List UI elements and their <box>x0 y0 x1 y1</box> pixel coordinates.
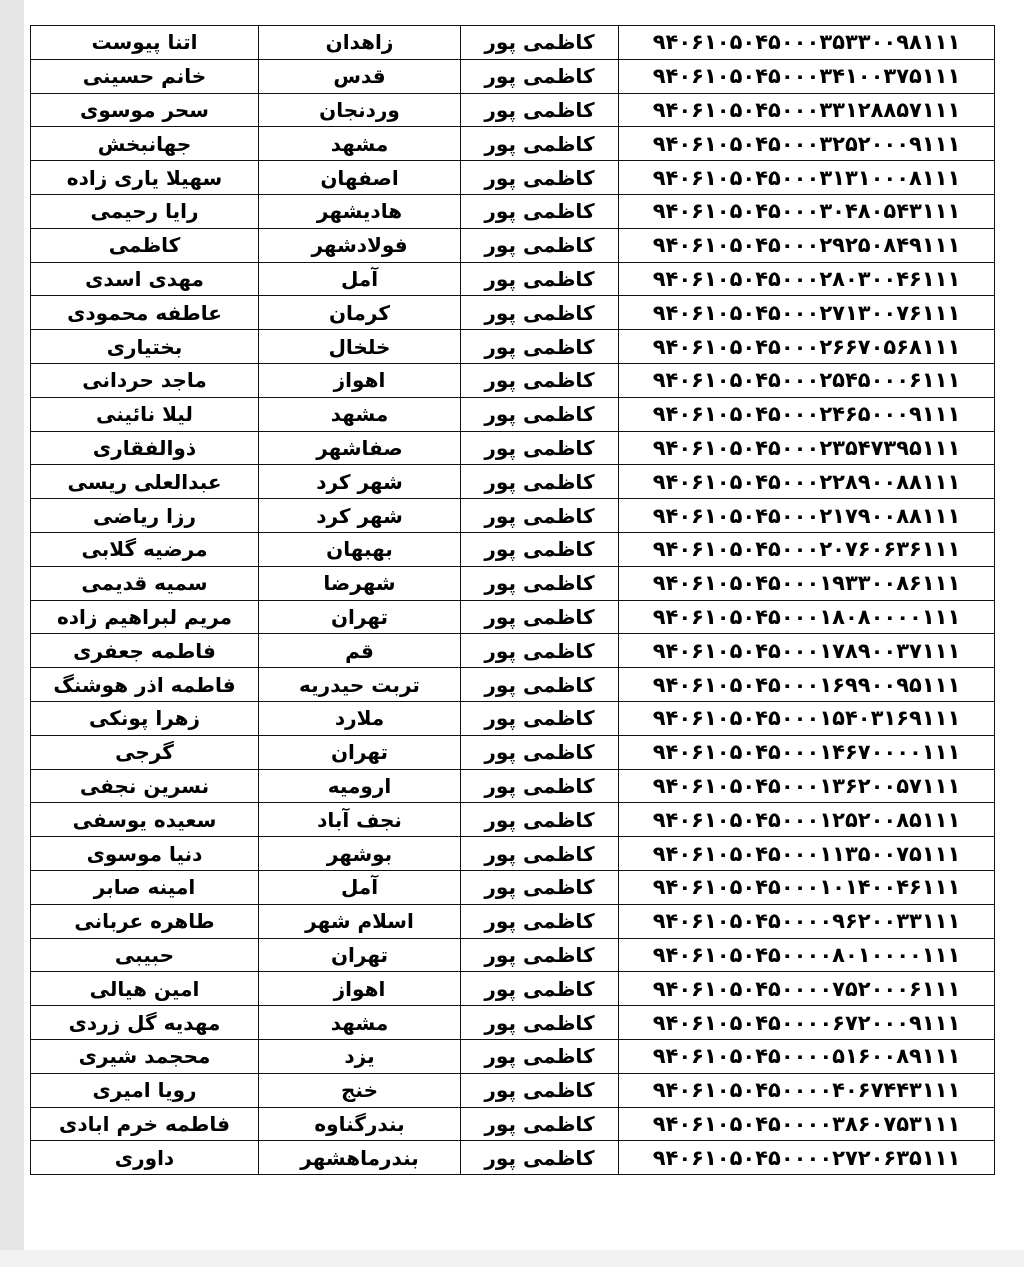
tracking-number-cell: ۹۴۰۶۱۰۵۰۴۵۰۰۰۲۰۷۶۰۶۳۶۱۱۱ <box>619 532 995 566</box>
tracking-number-cell: ۹۴۰۶۱۰۵۰۴۵۰۰۰۳۴۱۰۰۳۷۵۱۱۱ <box>619 59 995 93</box>
table-row <box>31 600 995 634</box>
person-name-cell: لیلا نائینی <box>31 397 259 431</box>
person-name-cell: رویا امیری <box>31 1073 259 1107</box>
person-name-cell: زهرا پونکی <box>31 701 259 735</box>
person-name-cell: مریم لبراهیم زاده <box>31 600 259 634</box>
city-cell: شهر کرد <box>259 499 461 533</box>
family-name-cell: کاظمی پور <box>461 532 619 566</box>
table-row <box>31 465 995 499</box>
table-row <box>31 26 995 60</box>
tracking-number-cell: ۹۴۰۶۱۰۵۰۴۵۰۰۰۳۲۵۲۰۰۰۹۱۱۱ <box>619 127 995 161</box>
tracking-number-cell: ۹۴۰۶۱۰۵۰۴۵۰۰۰۱۰۱۴۰۰۴۶۱۱۱ <box>619 870 995 904</box>
person-name-cell: عاطفه محمودی <box>31 296 259 330</box>
family-name-cell: کاظمی پور <box>461 397 619 431</box>
table-row <box>31 1107 995 1141</box>
table-row <box>31 262 995 296</box>
table-row <box>31 1006 995 1040</box>
table-row <box>31 532 995 566</box>
person-name-cell: ماجد حردانی <box>31 363 259 397</box>
table-row <box>31 397 995 431</box>
table-row <box>31 499 995 533</box>
person-name-cell: امین هیالی <box>31 972 259 1006</box>
person-name-cell: سهیلا یاری زاده <box>31 161 259 195</box>
family-name-cell: کاظمی پور <box>461 837 619 871</box>
city-cell: ملارد <box>259 701 461 735</box>
family-name-cell: کاظمی پور <box>461 634 619 668</box>
tracking-number-cell: ۹۴۰۶۱۰۵۰۴۵۰۰۰۰۲۷۲۰۶۳۵۱۱۱ <box>619 1141 995 1175</box>
table-row <box>31 59 995 93</box>
tracking-number-cell: ۹۴۰۶۱۰۵۰۴۵۰۰۰۲۷۱۳۰۰۷۶۱۱۱ <box>619 296 995 330</box>
table-row <box>31 194 995 228</box>
tracking-number-cell: ۹۴۰۶۱۰۵۰۴۵۰۰۰۲۹۲۵۰۸۴۹۱۱۱ <box>619 228 995 262</box>
tracking-number-cell: ۹۴۰۶۱۰۵۰۴۵۰۰۰۲۳۵۴۷۳۹۵۱۱۱ <box>619 431 995 465</box>
city-cell: هادیشهر <box>259 194 461 228</box>
family-name-cell: کاظمی پور <box>461 938 619 972</box>
table-row <box>31 1039 995 1073</box>
table-row <box>31 837 995 871</box>
family-name-cell: کاظمی پور <box>461 363 619 397</box>
city-cell: شهر کرد <box>259 465 461 499</box>
tracking-number-cell: ۹۴۰۶۱۰۵۰۴۵۰۰۰۱۲۵۲۰۰۸۵۱۱۱ <box>619 803 995 837</box>
table-row <box>31 566 995 600</box>
city-cell: شهرضا <box>259 566 461 600</box>
table-row <box>31 1141 995 1175</box>
table-row <box>31 127 995 161</box>
viewer-bottom-margin <box>0 1250 1024 1267</box>
table-row <box>31 904 995 938</box>
tracking-number-cell: ۹۴۰۶۱۰۵۰۴۵۰۰۰۱۳۶۲۰۰۵۷۱۱۱ <box>619 769 995 803</box>
family-name-cell: کاظمی پور <box>461 499 619 533</box>
table-row <box>31 93 995 127</box>
family-name-cell: کاظمی پور <box>461 1073 619 1107</box>
family-name-cell: کاظمی پور <box>461 668 619 702</box>
city-cell: مشهد <box>259 1006 461 1040</box>
table-row <box>31 803 995 837</box>
city-cell: فولادشهر <box>259 228 461 262</box>
city-cell: اهواز <box>259 972 461 1006</box>
tracking-number-cell: ۹۴۰۶۱۰۵۰۴۵۰۰۰۱۵۴۰۳۱۶۹۱۱۱ <box>619 701 995 735</box>
family-name-cell: کاظمی پور <box>461 972 619 1006</box>
person-name-cell: بختیاری <box>31 330 259 364</box>
person-name-cell: رایا رحیمی <box>31 194 259 228</box>
person-name-cell: نسرین نجفی <box>31 769 259 803</box>
city-cell: آمل <box>259 870 461 904</box>
person-name-cell: مهدیه گل زردی <box>31 1006 259 1040</box>
person-name-cell: سحر موسوی <box>31 93 259 127</box>
tracking-number-cell: ۹۴۰۶۱۰۵۰۴۵۰۰۰۰۹۶۲۰۰۳۳۱۱۱ <box>619 904 995 938</box>
family-name-cell: کاظمی پور <box>461 26 619 60</box>
viewer-margin <box>0 0 24 1250</box>
tracking-number-cell: ۹۴۰۶۱۰۵۰۴۵۰۰۰۲۴۶۵۰۰۰۹۱۱۱ <box>619 397 995 431</box>
tracking-number-cell: ۹۴۰۶۱۰۵۰۴۵۰۰۰۱۹۳۳۰۰۸۶۱۱۱ <box>619 566 995 600</box>
family-name-cell: کاظمی پور <box>461 735 619 769</box>
person-name-cell: اتنا پیوست <box>31 26 259 60</box>
tracking-number-cell: ۹۴۰۶۱۰۵۰۴۵۰۰۰۱۶۹۹۰۰۹۵۱۱۱ <box>619 668 995 702</box>
tracking-number-cell: ۹۴۰۶۱۰۵۰۴۵۰۰۰۰۸۰۱۰۰۰۰۱۱۱ <box>619 938 995 972</box>
city-cell: مشهد <box>259 127 461 161</box>
city-cell: ارومیه <box>259 769 461 803</box>
tracking-number-cell: ۹۴۰۶۱۰۵۰۴۵۰۰۰۱۷۸۹۰۰۳۷۱۱۱ <box>619 634 995 668</box>
person-name-cell: کاظمی <box>31 228 259 262</box>
person-name-cell: ذوالفقاری <box>31 431 259 465</box>
family-name-cell: کاظمی پور <box>461 1107 619 1141</box>
person-name-cell: فاطمه خرم ابادی <box>31 1107 259 1141</box>
city-cell: یزد <box>259 1039 461 1073</box>
tracking-number-cell: ۹۴۰۶۱۰۵۰۴۵۰۰۰۳۱۳۱۰۰۰۸۱۱۱ <box>619 161 995 195</box>
table-row <box>31 161 995 195</box>
table-row <box>31 330 995 364</box>
family-name-cell: کاظمی پور <box>461 1039 619 1073</box>
person-name-cell: مرضیه گلابی <box>31 532 259 566</box>
family-name-cell: کاظمی پور <box>461 330 619 364</box>
family-name-cell: کاظمی پور <box>461 870 619 904</box>
tracking-number-cell: ۹۴۰۶۱۰۵۰۴۵۰۰۰۳۵۳۳۰۰۹۸۱۱۱ <box>619 26 995 60</box>
table-row <box>31 870 995 904</box>
person-name-cell: داوری <box>31 1141 259 1175</box>
person-name-cell: مهدی اسدی <box>31 262 259 296</box>
tracking-number-cell: ۹۴۰۶۱۰۵۰۴۵۰۰۰۰۵۱۶۰۰۸۹۱۱۱ <box>619 1039 995 1073</box>
table-row <box>31 296 995 330</box>
family-name-cell: کاظمی پور <box>461 262 619 296</box>
family-name-cell: کاظمی پور <box>461 59 619 93</box>
family-name-cell: کاظمی پور <box>461 93 619 127</box>
city-cell: قم <box>259 634 461 668</box>
city-cell: بندرماهشهر <box>259 1141 461 1175</box>
family-name-cell: کاظمی پور <box>461 161 619 195</box>
family-name-cell: کاظمی پور <box>461 1006 619 1040</box>
table-row <box>31 228 995 262</box>
city-cell: بندرگناوه <box>259 1107 461 1141</box>
table-row <box>31 701 995 735</box>
city-cell: تهران <box>259 735 461 769</box>
person-name-cell: محجمد شیری <box>31 1039 259 1073</box>
person-name-cell: فاطمه جعفری <box>31 634 259 668</box>
person-name-cell: عبدالعلی ریسی <box>31 465 259 499</box>
person-name-cell: حبیبی <box>31 938 259 972</box>
family-name-cell: کاظمی پور <box>461 194 619 228</box>
family-name-cell: کاظمی پور <box>461 1141 619 1175</box>
tracking-number-cell: ۹۴۰۶۱۰۵۰۴۵۰۰۰۲۱۷۹۰۰۸۸۱۱۱ <box>619 499 995 533</box>
city-cell: بهبهان <box>259 532 461 566</box>
family-name-cell: کاظمی پور <box>461 228 619 262</box>
city-cell: اسلام شهر <box>259 904 461 938</box>
family-name-cell: کاظمی پور <box>461 296 619 330</box>
city-cell: تربت حیدریه <box>259 668 461 702</box>
tracking-number-cell: ۹۴۰۶۱۰۵۰۴۵۰۰۰۲۵۴۵۰۰۰۶۱۱۱ <box>619 363 995 397</box>
table-row <box>31 735 995 769</box>
family-name-cell: کاظمی پور <box>461 566 619 600</box>
table-row <box>31 668 995 702</box>
family-name-cell: کاظمی پور <box>461 431 619 465</box>
family-name-cell: کاظمی پور <box>461 904 619 938</box>
family-name-cell: کاظمی پور <box>461 465 619 499</box>
city-cell: زاهدان <box>259 26 461 60</box>
table-row <box>31 363 995 397</box>
family-name-cell: کاظمی پور <box>461 701 619 735</box>
person-name-cell: طاهره عربانی <box>31 904 259 938</box>
city-cell: خنج <box>259 1073 461 1107</box>
person-name-cell: گرجی <box>31 735 259 769</box>
city-cell: نجف آباد <box>259 803 461 837</box>
table-row <box>31 1073 995 1107</box>
city-cell: کرمان <box>259 296 461 330</box>
city-cell: وردنجان <box>259 93 461 127</box>
tracking-number-cell: ۹۴۰۶۱۰۵۰۴۵۰۰۰۲۸۰۳۰۰۴۶۱۱۱ <box>619 262 995 296</box>
tracking-number-cell: ۹۴۰۶۱۰۵۰۴۵۰۰۰۱۱۳۵۰۰۷۵۱۱۱ <box>619 837 995 871</box>
city-cell: تهران <box>259 938 461 972</box>
tracking-number-cell: ۹۴۰۶۱۰۵۰۴۵۰۰۰۰۴۰۶۷۴۴۳۱۱۱ <box>619 1073 995 1107</box>
family-name-cell: کاظمی پور <box>461 127 619 161</box>
tracking-number-cell: ۹۴۰۶۱۰۵۰۴۵۰۰۰۱۴۶۷۰۰۰۰۱۱۱ <box>619 735 995 769</box>
table-row <box>31 938 995 972</box>
table-row <box>31 972 995 1006</box>
table-row <box>31 431 995 465</box>
family-name-cell: کاظمی پور <box>461 600 619 634</box>
family-name-cell: کاظمی پور <box>461 769 619 803</box>
tracking-number-cell: ۹۴۰۶۱۰۵۰۴۵۰۰۰۰۳۸۶۰۷۵۳۱۱۱ <box>619 1107 995 1141</box>
person-name-cell: فاطمه اذر هوشنگ <box>31 668 259 702</box>
city-cell: اصفهان <box>259 161 461 195</box>
table-row <box>31 634 995 668</box>
city-cell: قدس <box>259 59 461 93</box>
tracking-number-cell: ۹۴۰۶۱۰۵۰۴۵۰۰۰۳۰۴۸۰۵۴۳۱۱۱ <box>619 194 995 228</box>
city-cell: بوشهر <box>259 837 461 871</box>
person-name-cell: امینه صابر <box>31 870 259 904</box>
table-row <box>31 769 995 803</box>
person-name-cell: سعیده یوسفی <box>31 803 259 837</box>
person-name-cell: دنیا موسوی <box>31 837 259 871</box>
tracking-number-cell: ۹۴۰۶۱۰۵۰۴۵۰۰۰۳۳۱۲۸۸۵۷۱۱۱ <box>619 93 995 127</box>
person-name-cell: خانم حسینی <box>31 59 259 93</box>
tracking-number-cell: ۹۴۰۶۱۰۵۰۴۵۰۰۰۰۷۵۲۰۰۰۶۱۱۱ <box>619 972 995 1006</box>
person-name-cell: سمیه قدیمی <box>31 566 259 600</box>
tracking-number-cell: ۹۴۰۶۱۰۵۰۴۵۰۰۰۰۶۷۲۰۰۰۹۱۱۱ <box>619 1006 995 1040</box>
tracking-number-cell: ۹۴۰۶۱۰۵۰۴۵۰۰۰۲۲۸۹۰۰۸۸۱۱۱ <box>619 465 995 499</box>
city-cell: مشهد <box>259 397 461 431</box>
person-name-cell: رزا ریاضی <box>31 499 259 533</box>
roster-table-body <box>31 26 995 1175</box>
roster-table <box>30 25 995 1175</box>
tracking-number-cell: ۹۴۰۶۱۰۵۰۴۵۰۰۰۲۶۶۷۰۵۶۸۱۱۱ <box>619 330 995 364</box>
city-cell: آمل <box>259 262 461 296</box>
person-name-cell: جهانبخش <box>31 127 259 161</box>
family-name-cell: کاظمی پور <box>461 803 619 837</box>
city-cell: اهواز <box>259 363 461 397</box>
city-cell: خلخال <box>259 330 461 364</box>
city-cell: صفاشهر <box>259 431 461 465</box>
tracking-number-cell: ۹۴۰۶۱۰۵۰۴۵۰۰۰۱۸۰۸۰۰۰۰۱۱۱ <box>619 600 995 634</box>
city-cell: تهران <box>259 600 461 634</box>
